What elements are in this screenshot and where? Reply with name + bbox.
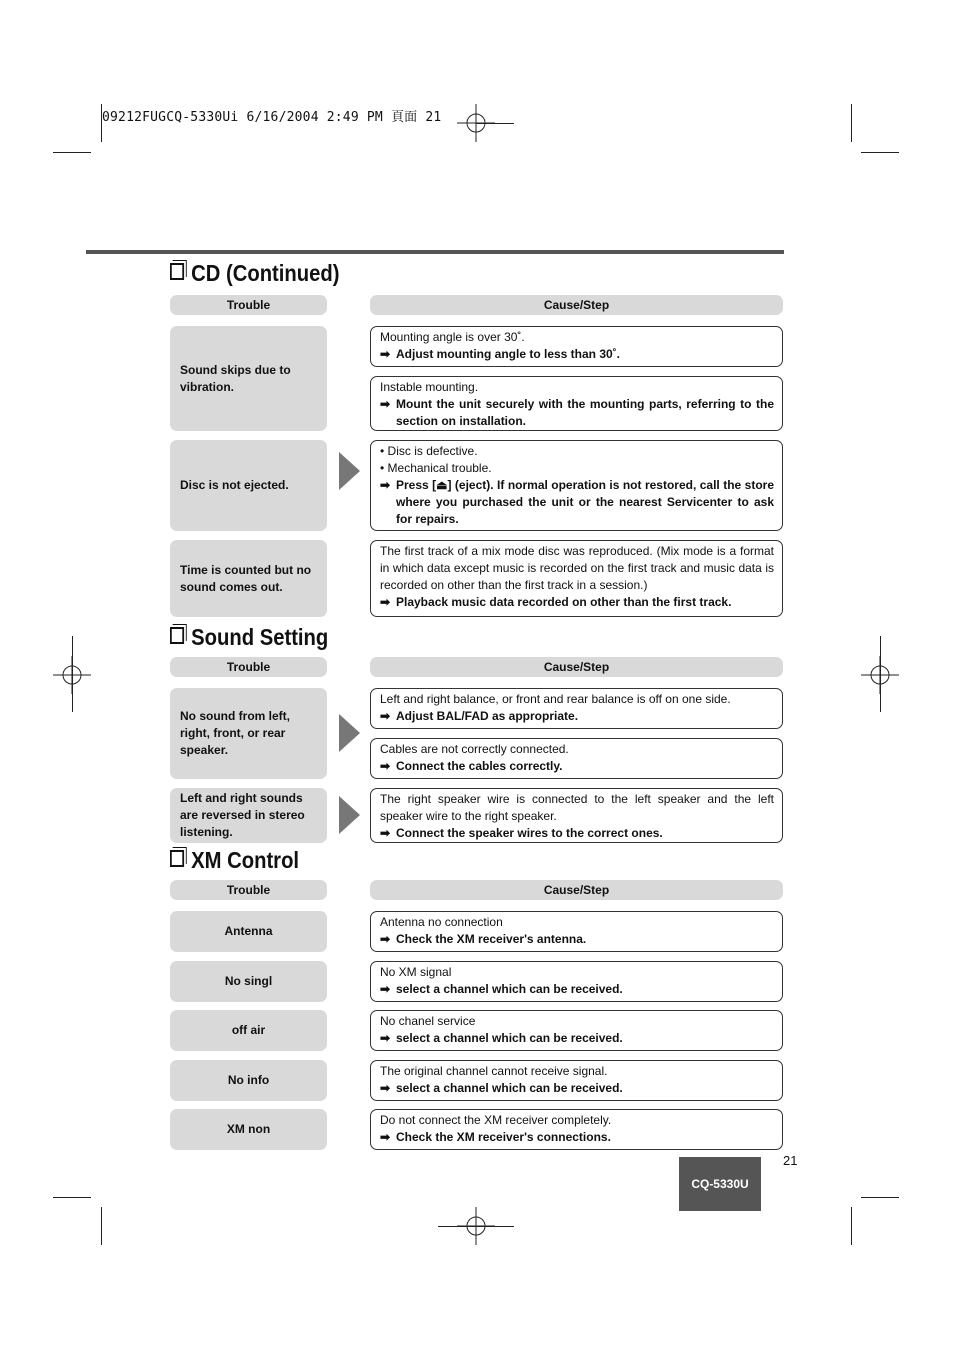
trouble-cell: Antenna <box>170 911 327 952</box>
cause-header: Cause/Step <box>370 657 783 677</box>
page-number: 21 <box>783 1153 798 1168</box>
section-title-xm: XM Control <box>170 847 299 874</box>
triangle-right-icon <box>339 714 360 752</box>
trouble-cell: XM non <box>170 1109 327 1150</box>
step-arrow-icon: ➡ <box>380 1130 391 1144</box>
crop-mark <box>101 1207 102 1245</box>
cause-cell: No chanel service ➡ select a channel which can be received. <box>370 1010 783 1051</box>
triangle-right-icon <box>339 796 360 834</box>
step-arrow-icon: ➡ <box>380 709 391 723</box>
step-arrow-icon: ➡ <box>380 478 391 492</box>
print-meta-header: 09212FUGCQ-5330Ui 6/16/2004 2:49 PM 頁面 21 <box>102 110 442 125</box>
crop-mark <box>53 152 91 153</box>
trouble-cell: Disc is not ejected. <box>170 440 327 531</box>
cause-header: Cause/Step <box>370 295 783 315</box>
step-arrow-icon: ➡ <box>380 1031 391 1045</box>
cause-cell: The right speaker wire is connected to the left speaker and the left speaker wire to the right speaker. ➡ Connect the speaker wires to the correct ones. <box>370 788 783 843</box>
cause-cell: Antenna no connection ➡ Check the XM receiver's antenna. <box>370 911 783 952</box>
crop-mark <box>861 1197 899 1198</box>
step-arrow-icon: ➡ <box>380 826 391 840</box>
step-arrow-icon: ➡ <box>380 347 391 361</box>
crop-mark <box>476 123 514 124</box>
cause-cell: No XM signal ➡ select a channel which can be received. <box>370 961 783 1002</box>
model-badge: CQ-5330U <box>679 1157 761 1211</box>
step-arrow-icon: ➡ <box>380 397 391 411</box>
trouble-cell: off air <box>170 1010 327 1051</box>
cause-cell: Do not connect the XM receiver completely. ➡ Check the XM receiver's connections. <box>370 1109 783 1150</box>
cause-cell: Left and right balance, or front and rear balance is off on one side. ➡ Adjust BAL/FAD as appropriate. <box>370 688 783 729</box>
cause-cell: Instable mounting. ➡ Mount the unit securely with the mounting parts, referring to the section on installation. <box>370 376 783 431</box>
cause-cell: Cables are not correctly connected. ➡ Connect the cables correctly. <box>370 738 783 779</box>
crop-mark <box>851 104 852 142</box>
checkbox-square-icon <box>170 627 184 644</box>
crop-mark <box>72 636 73 712</box>
crop-mark <box>861 152 899 153</box>
crop-mark <box>438 1226 514 1227</box>
cause-cell: The original channel cannot receive signal. ➡ select a channel which can be received. <box>370 1060 783 1101</box>
trouble-header: Trouble <box>170 295 327 315</box>
trouble-cell: No singl <box>170 961 327 1002</box>
crop-mark <box>880 636 881 712</box>
trouble-cell: Left and right sounds are reversed in stereo listening. <box>170 788 327 843</box>
cause-cell: The first track of a mix mode disc was reproduced. (Mix mode is a format in which data except music is recorded on the first track and music data is recorded on other than the first track in a session.) ➡ Playback music data recorded on other than the first track. <box>370 540 783 617</box>
trouble-cell: No info <box>170 1060 327 1101</box>
section-title-cd: CD (Continued) <box>170 260 340 287</box>
trouble-cell: Time is counted but no sound comes out. <box>170 540 327 617</box>
crop-mark <box>851 1207 852 1245</box>
checkbox-square-icon <box>170 263 184 280</box>
checkbox-square-icon <box>170 850 184 867</box>
cause-cell: Mounting angle is over 30˚. ➡ Adjust mounting angle to less than 30˚. <box>370 326 783 367</box>
step-arrow-icon: ➡ <box>380 982 391 996</box>
crop-mark <box>53 1197 91 1198</box>
section-title-sound: Sound Setting <box>170 624 328 651</box>
triangle-right-icon <box>339 452 360 490</box>
cause-header: Cause/Step <box>370 880 783 900</box>
trouble-cell: No sound from left, right, front, or rear speaker. <box>170 688 327 779</box>
top-rule <box>86 250 784 254</box>
cause-cell: • Disc is defective. • Mechanical trouble. ➡ Press [⏏] (eject). If normal operation is not restored, call the store where you purchased the unit or the nearest Servicenter to ask for repairs. <box>370 440 783 531</box>
trouble-header: Trouble <box>170 657 327 677</box>
trouble-cell: Sound skips due to vibration. <box>170 326 327 431</box>
trouble-header: Trouble <box>170 880 327 900</box>
step-arrow-icon: ➡ <box>380 932 391 946</box>
step-arrow-icon: ➡ <box>380 759 391 773</box>
step-arrow-icon: ➡ <box>380 595 391 609</box>
step-arrow-icon: ➡ <box>380 1081 391 1095</box>
